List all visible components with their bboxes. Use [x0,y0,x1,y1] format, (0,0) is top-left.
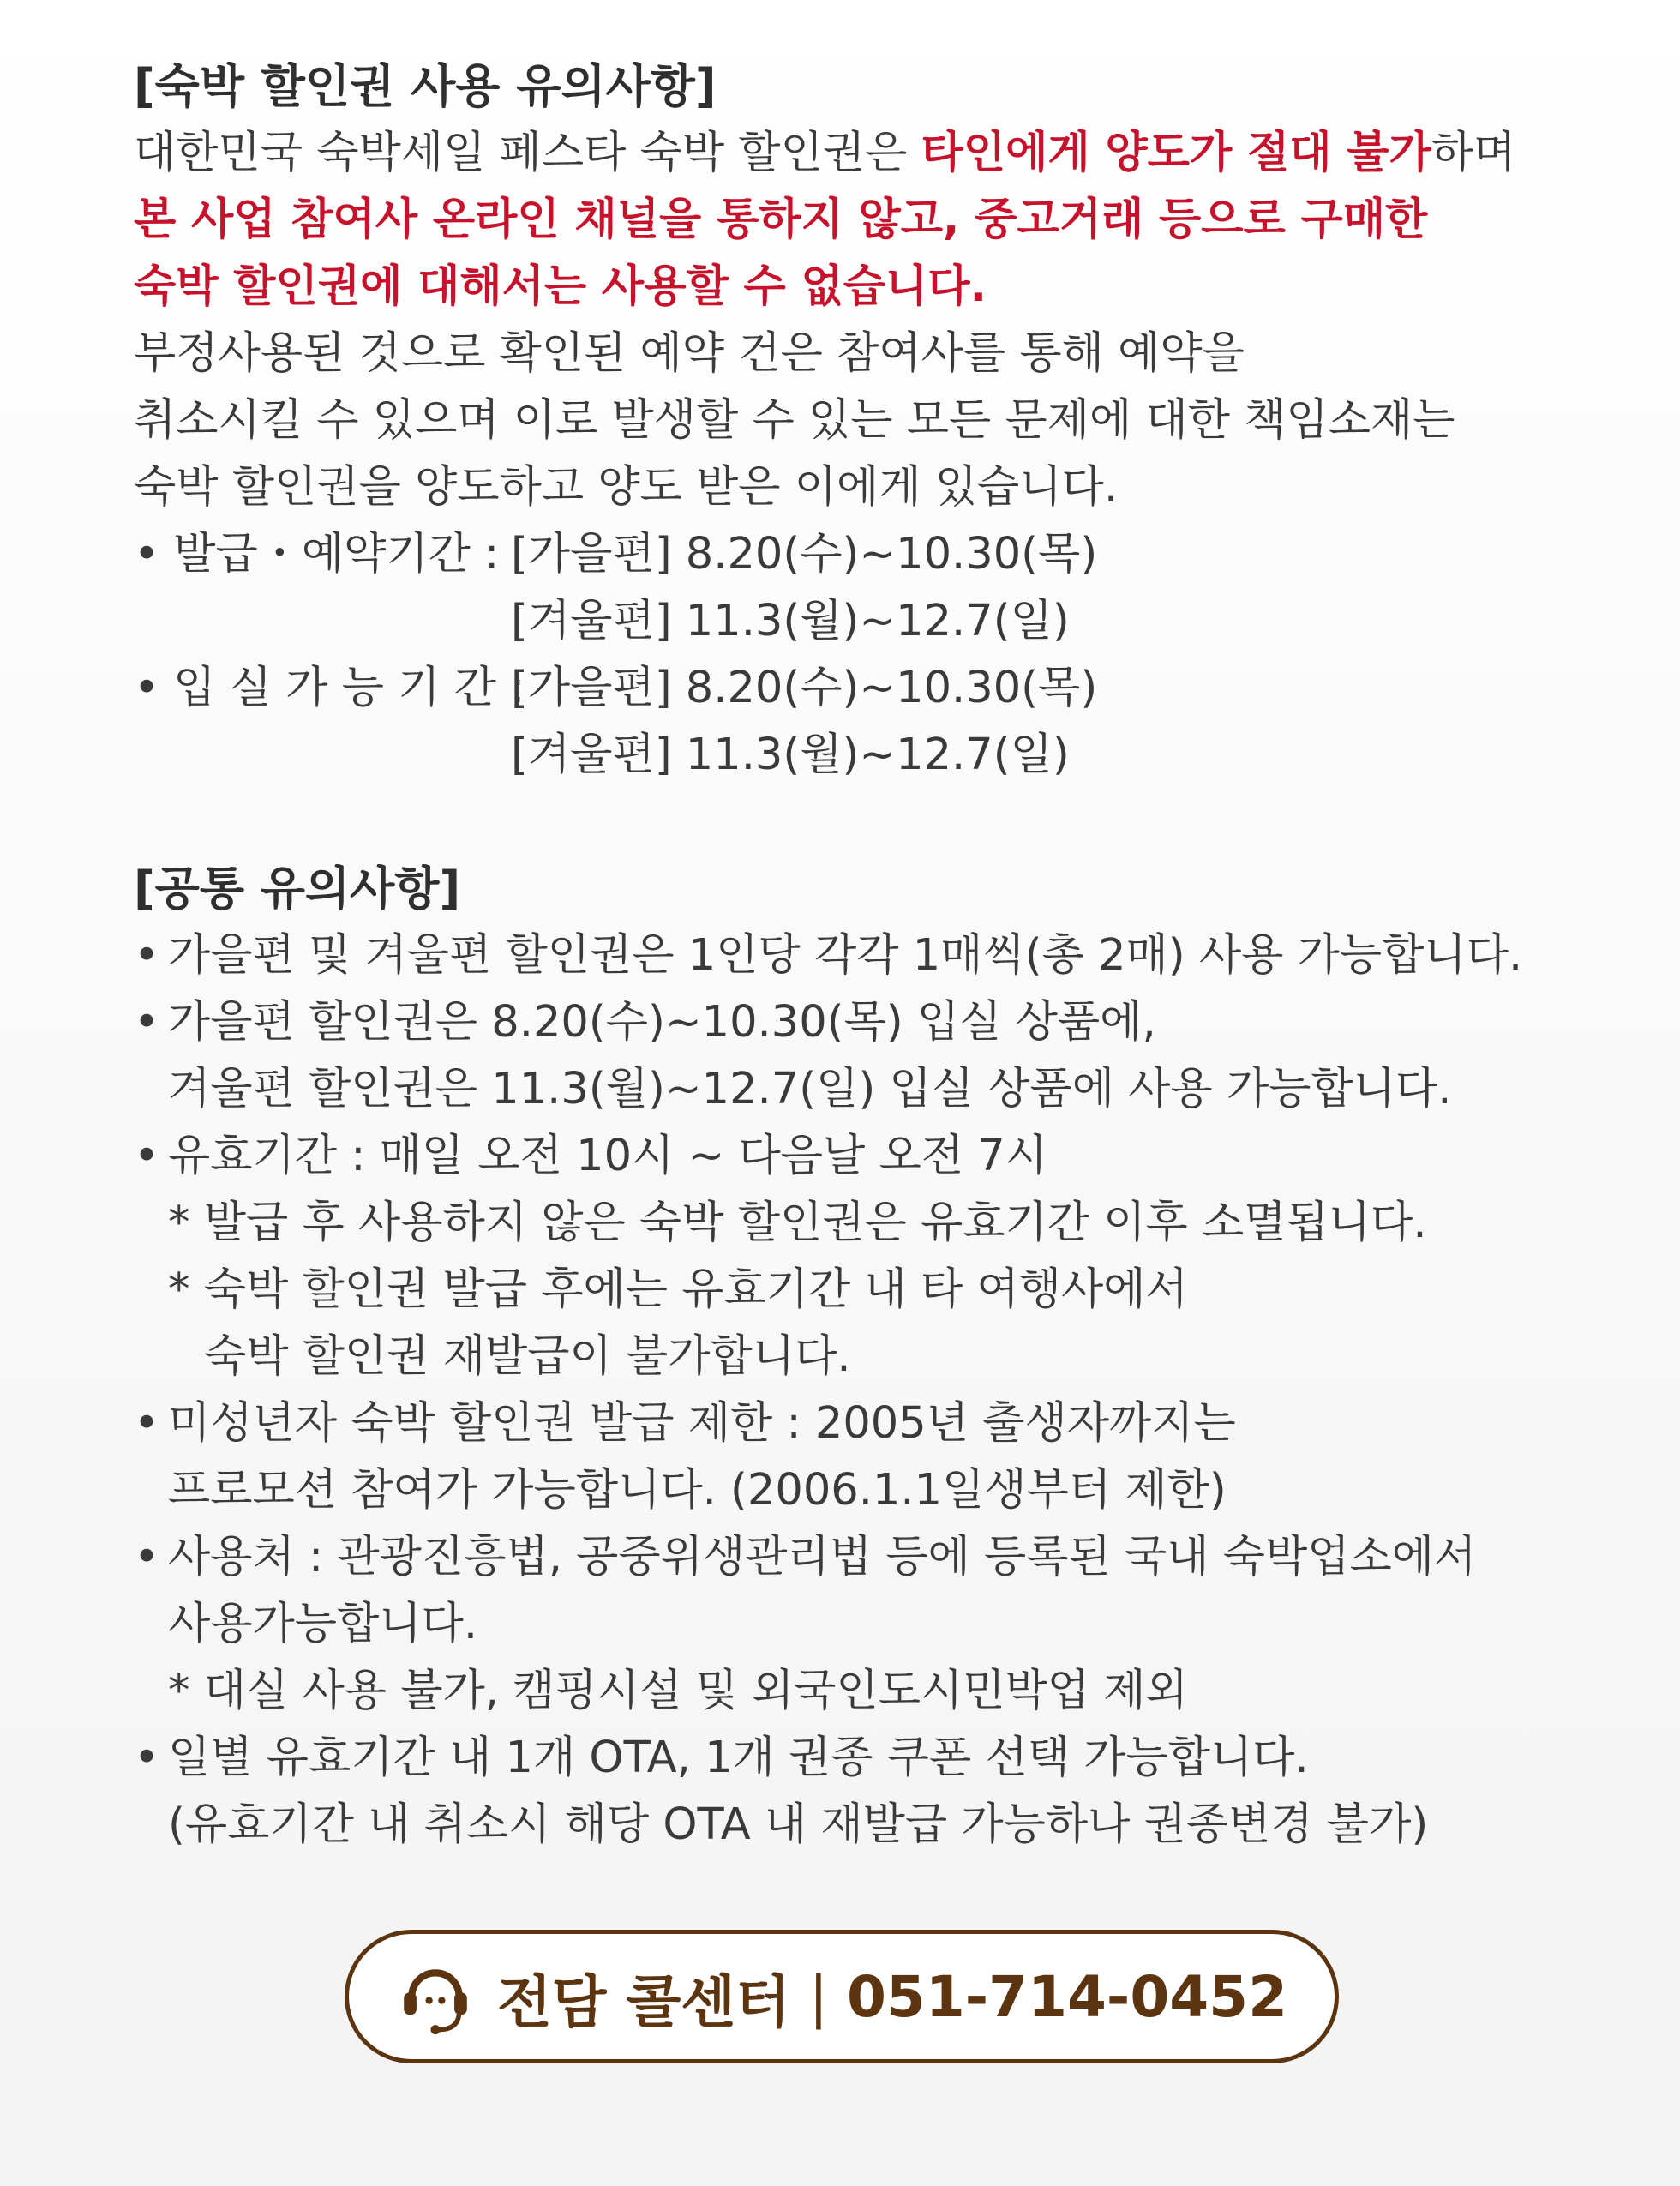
list-item-text: 유효기간 : 매일 오전 10시 ~ 다음날 오전 7시 [168,1131,1047,1181]
list-item-note: * 발급 후 사용하지 않은 숙박 할인권은 유효기간 이후 소멸됩니다. [168,1198,1427,1248]
section-heading-common-notice: [공통 유의사항] [134,862,461,916]
text-emphasis: 숙박 할인권에 대해서는 사용할 수 없습니다. [134,261,987,312]
list-item [134,1123,1557,1190]
list-item [134,1390,1557,1457]
list-item [134,989,1557,1056]
list-item-continuation: (유효기간 내 취소시 해당 OTA 내 재발급 가능하나 권종변경 불가) [168,1799,1429,1850]
bullet: • [134,930,160,981]
period-autumn: [가을편] 8.20(수)~10.30(목) [511,529,1098,580]
period-autumn: [가을편] 8.20(수)~10.30(목) [511,663,1098,713]
section-heading-voucher-notice: [숙박 할인권 사용 유의사항] [134,59,717,113]
paragraph-line: 숙박 할인권을 양도하고 양도 받은 이에게 있습니다. [134,462,1119,513]
text-emphasis: 타인에게 양도가 절대 불가 [921,128,1431,178]
list-item-continuation: 프로모션 참여가 가능합니다. (2006.1.1일생부터 제한) [168,1465,1227,1516]
bullet: • [134,1733,160,1783]
period-label: • 발급・예약기간 : [134,529,500,580]
paragraph-transfer-ban [134,120,1557,187]
bullet: • [134,1131,160,1181]
text-normal: 하며 [1431,128,1516,178]
list-item-note: * 대실 사용 불가, 캠핑시설 및 외국인도시민박업 제외 [168,1666,1188,1716]
list-item-text: 일별 유효기간 내 1개 OTA, 1개 권종 쿠폰 선택 가능합니다. [168,1733,1309,1783]
list-item-continuation: 사용가능합니다. [168,1599,478,1649]
period-winter: [겨울편] 11.3(월)~12.7(일) [511,730,1070,780]
separator: | [808,1963,828,2030]
call-center-button[interactable] [345,1930,1339,2063]
list-item-text: 가을편 및 겨울편 할인권은 1인당 각각 1매씩(총 2매) 사용 가능합니다. [168,930,1523,981]
check-in-period [134,655,1557,789]
notice-content [134,53,1557,1859]
issue-booking-period [134,521,1557,655]
text-normal: 대한민국 숙박세일 페스타 숙박 할인권은 [134,128,921,178]
bullet: • [134,1532,160,1582]
list-item-text: 사용처 : 관광진흥법, 공중위생관리법 등에 등록된 국내 숙박업소에서 [168,1532,1477,1582]
list-item [134,922,1557,989]
text-emphasis: 본 사업 참여사 온라인 채널을 통하지 않고, 중고거래 등으로 구매한 [134,195,1428,245]
list-item-note-continuation: 숙박 할인권 재발급이 불가합니다. [204,1331,851,1382]
list-item [134,1725,1557,1792]
paragraph-line: 취소시킬 수 있으며 이로 발생할 수 있는 모든 문제에 대한 책임소재는 [134,395,1455,446]
list-item-text: 가을편 할인권은 8.20(수)~10.30(목) 입실 상품에, [168,997,1156,1048]
call-center-label: 전담 콜센터 [496,1968,790,2035]
period-label: • 입 실 가 능 기 간 : [134,663,525,713]
list-item-continuation: 겨울편 할인권은 11.3(월)~12.7(일) 입실 상품에 사용 가능합니다. [168,1064,1452,1114]
bullet: • [134,1398,160,1449]
bullet: • [134,997,160,1048]
paragraph-line: 부정사용된 것으로 확인된 예약 건은 참여사를 통해 예약을 [134,328,1245,379]
list-item-text: 미성년자 숙박 할인권 발급 제한 : 2005년 출생자까지는 [168,1398,1236,1449]
headset-icon [396,1957,475,2036]
list-item-note: * 숙박 할인권 발급 후에는 유효기간 내 타 여행사에서 [168,1264,1188,1315]
period-winter: [겨울편] 11.3(월)~12.7(일) [511,596,1070,646]
call-center-phone: 051-714-0452 [847,1963,1288,2030]
list-item [134,1524,1557,1591]
